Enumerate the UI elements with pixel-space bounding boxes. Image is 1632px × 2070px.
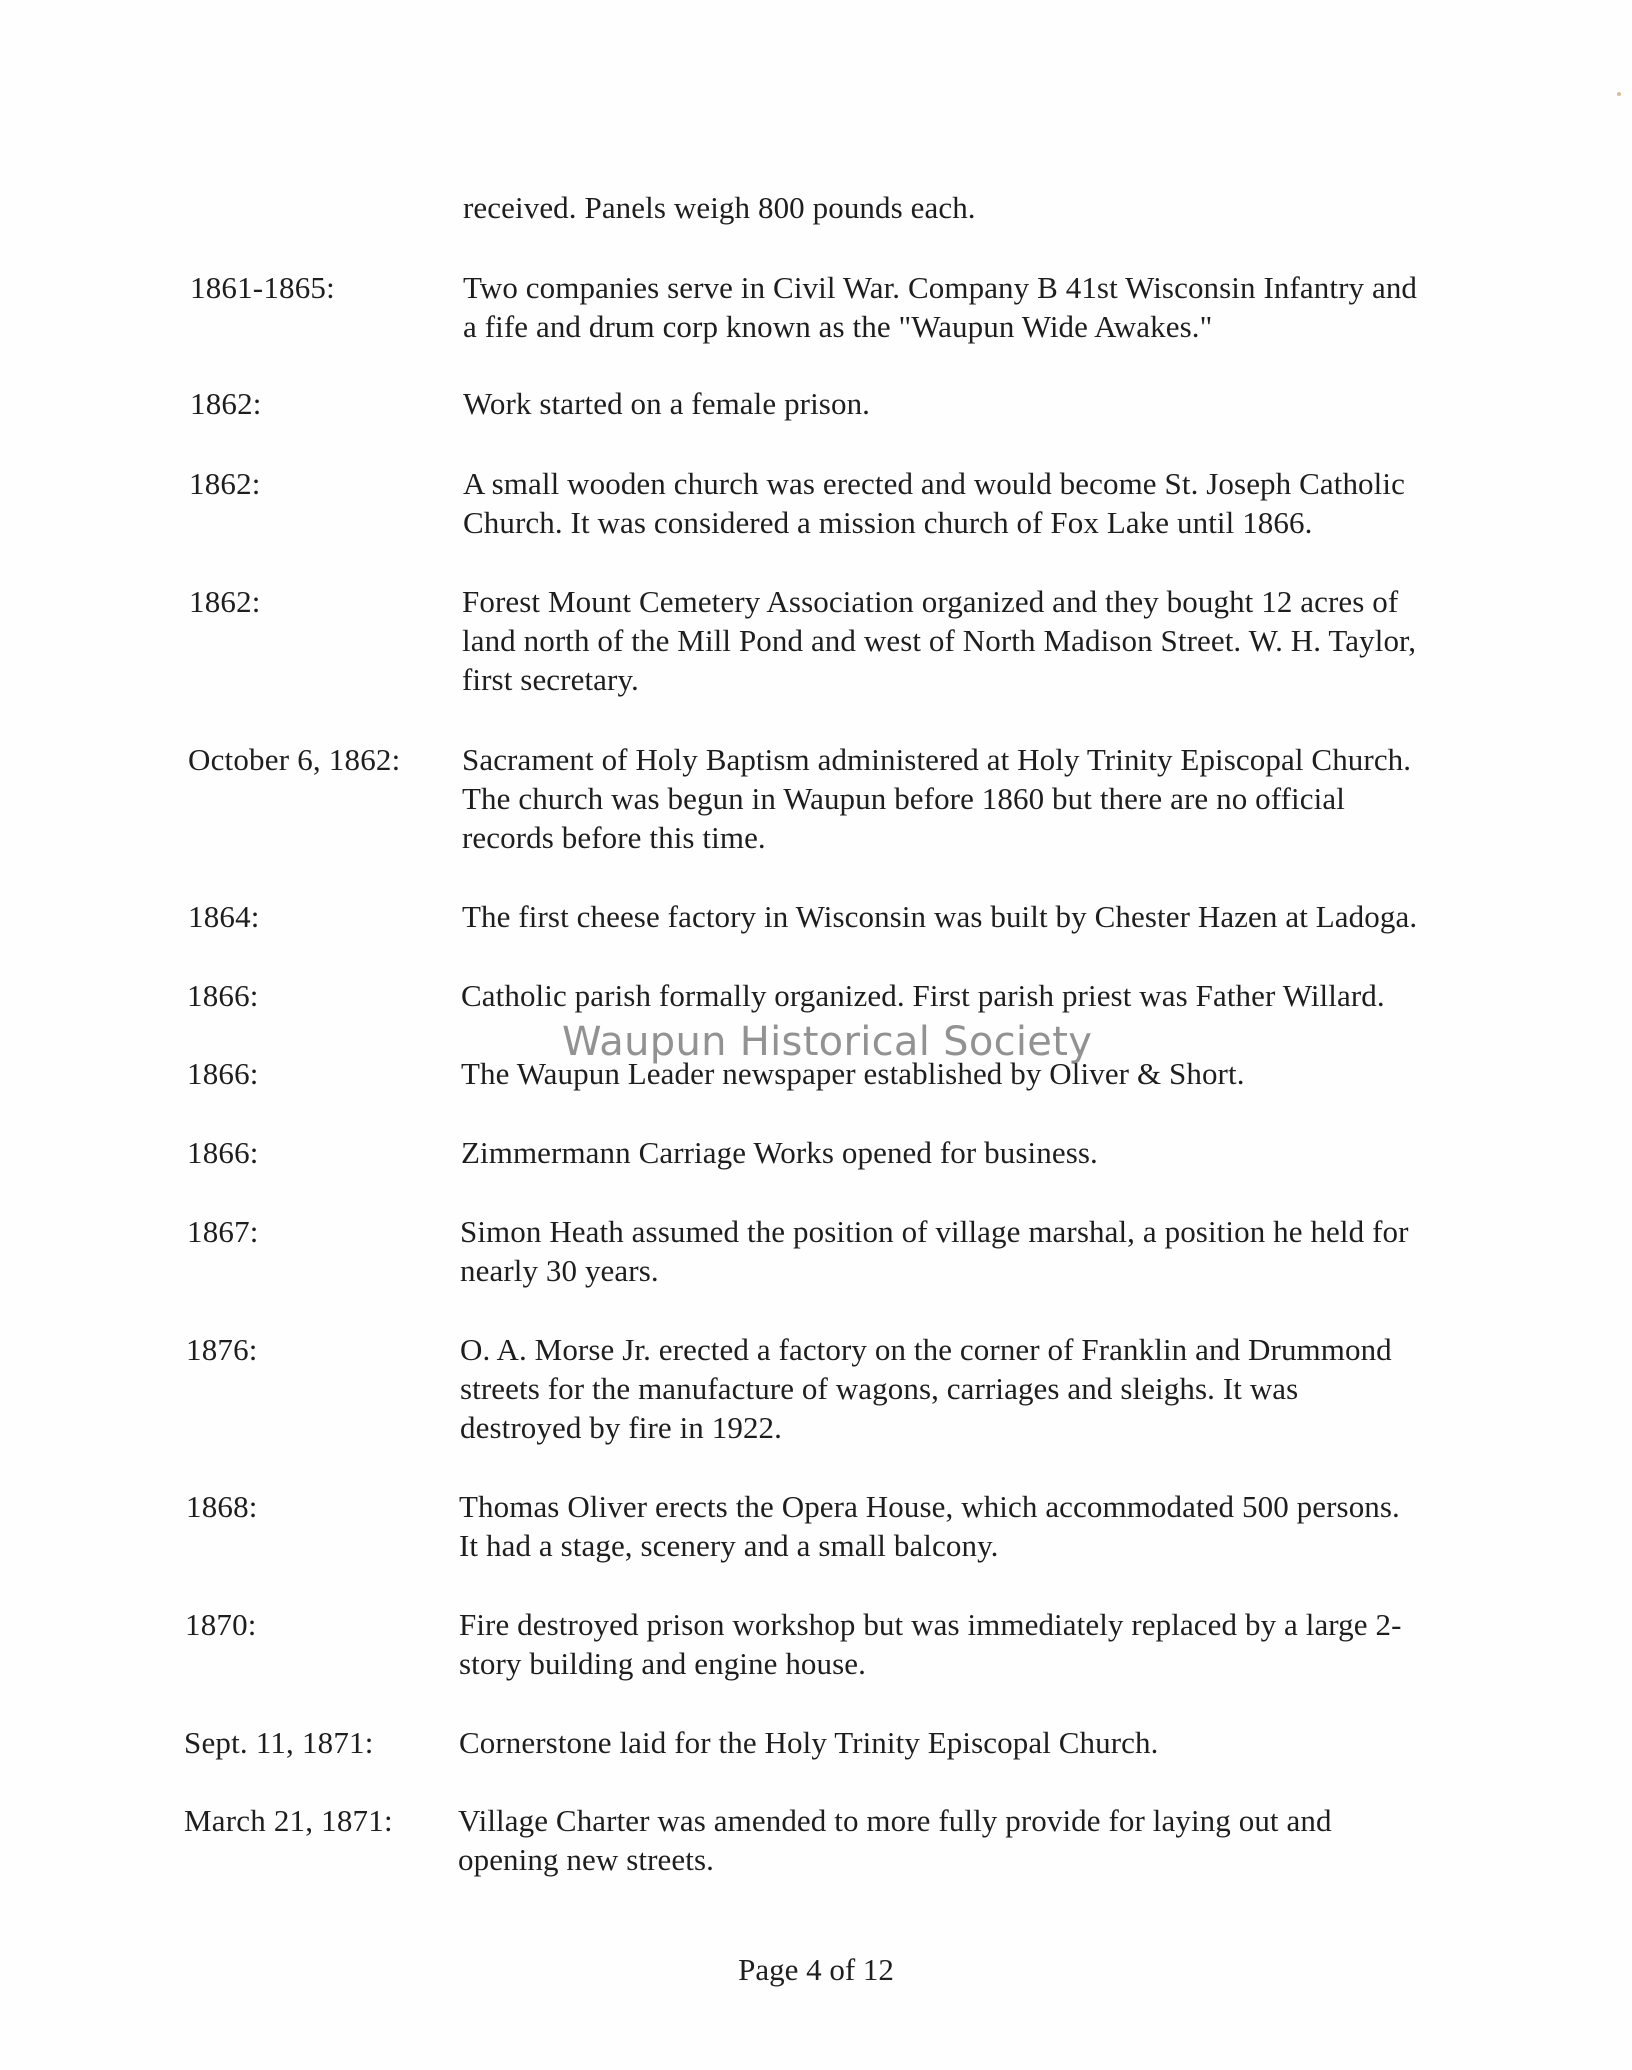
entry-date: 1867: — [187, 1214, 259, 1249]
entry-text: Work started on a female prison. — [463, 386, 871, 421]
entry-date: 1862: — [190, 386, 262, 421]
entry-text: Catholic parish formally organized. First parish priest was Father Willard. — [461, 978, 1385, 1013]
entry-text: Sacrament of Holy Baptism administered at Holy Trinity Episcopal Church. The church was begun in Waupun before 1860 but there are no official records before this time. — [462, 742, 1412, 855]
watermark-text: Waupun Historical Society — [562, 1019, 1093, 1065]
entry-date: 1866: — [187, 1056, 259, 1091]
continuation-text: received. Panels weigh 800 pounds each. — [463, 190, 976, 225]
entry-date: 1864: — [188, 899, 260, 934]
entry-text: Fire destroyed prison workshop but was immediately replaced by a large 2- story building and engine house. — [459, 1607, 1402, 1681]
entry-text: Village Charter was amended to more fully provide for laying out and opening new streets. — [458, 1803, 1332, 1877]
entry-date: 1861-1865: — [190, 270, 335, 305]
entry-text: The Waupun Leader newspaper established by Oliver & Short. — [461, 1056, 1245, 1091]
entry-date: October 6, 1862: — [188, 742, 401, 777]
entry-text: A small wooden church was erected and would become St. Joseph Catholic Church. It was considered a mission church of Fox Lake until 1866. — [463, 466, 1405, 540]
entry-text: Forest Mount Cemetery Association organized and they bought 12 acres of land north of the Mill Pond and west of North Madison Street. W. H. Taylor, first secretary. — [462, 584, 1417, 697]
entry-text: Simon Heath assumed the position of village marshal, a position he held for nearly 30 years. — [460, 1214, 1409, 1288]
entry-text: Cornerstone laid for the Holy Trinity Episcopal Church. — [459, 1725, 1159, 1760]
entry-date: 1862: — [189, 466, 261, 501]
entry-date: 1866: — [187, 978, 259, 1013]
paper-speck — [1617, 92, 1621, 96]
entry-date: 1862: — [189, 584, 261, 619]
entry-text: The first cheese factory in Wisconsin was built by Chester Hazen at Ladoga. — [462, 899, 1418, 934]
entry-date: 1870: — [185, 1607, 257, 1642]
entry-date: March 21, 1871: — [184, 1803, 393, 1838]
entry-text: Thomas Oliver erects the Opera House, which accommodated 500 persons. It had a stage, scenery and a small balcony. — [459, 1489, 1400, 1563]
entry-date: 1868: — [186, 1489, 258, 1524]
entry-text: Zimmermann Carriage Works opened for business. — [461, 1135, 1098, 1170]
page-number: Page 4 of 12 — [738, 1952, 894, 1987]
entry-date: 1866: — [187, 1135, 259, 1170]
entry-text: Two companies serve in Civil War. Company B 41st Wisconsin Infantry and a fife and drum corp known as the "Waupun Wide Awakes." — [463, 270, 1418, 344]
entry-date: Sept. 11, 1871: — [184, 1725, 374, 1760]
entry-date: 1876: — [186, 1332, 258, 1367]
entry-text: O. A. Morse Jr. erected a factory on the corner of Franklin and Drummond streets for the manufacture of wagons, carriages and sleighs. It was destroyed by fire in 1922. — [460, 1332, 1392, 1445]
